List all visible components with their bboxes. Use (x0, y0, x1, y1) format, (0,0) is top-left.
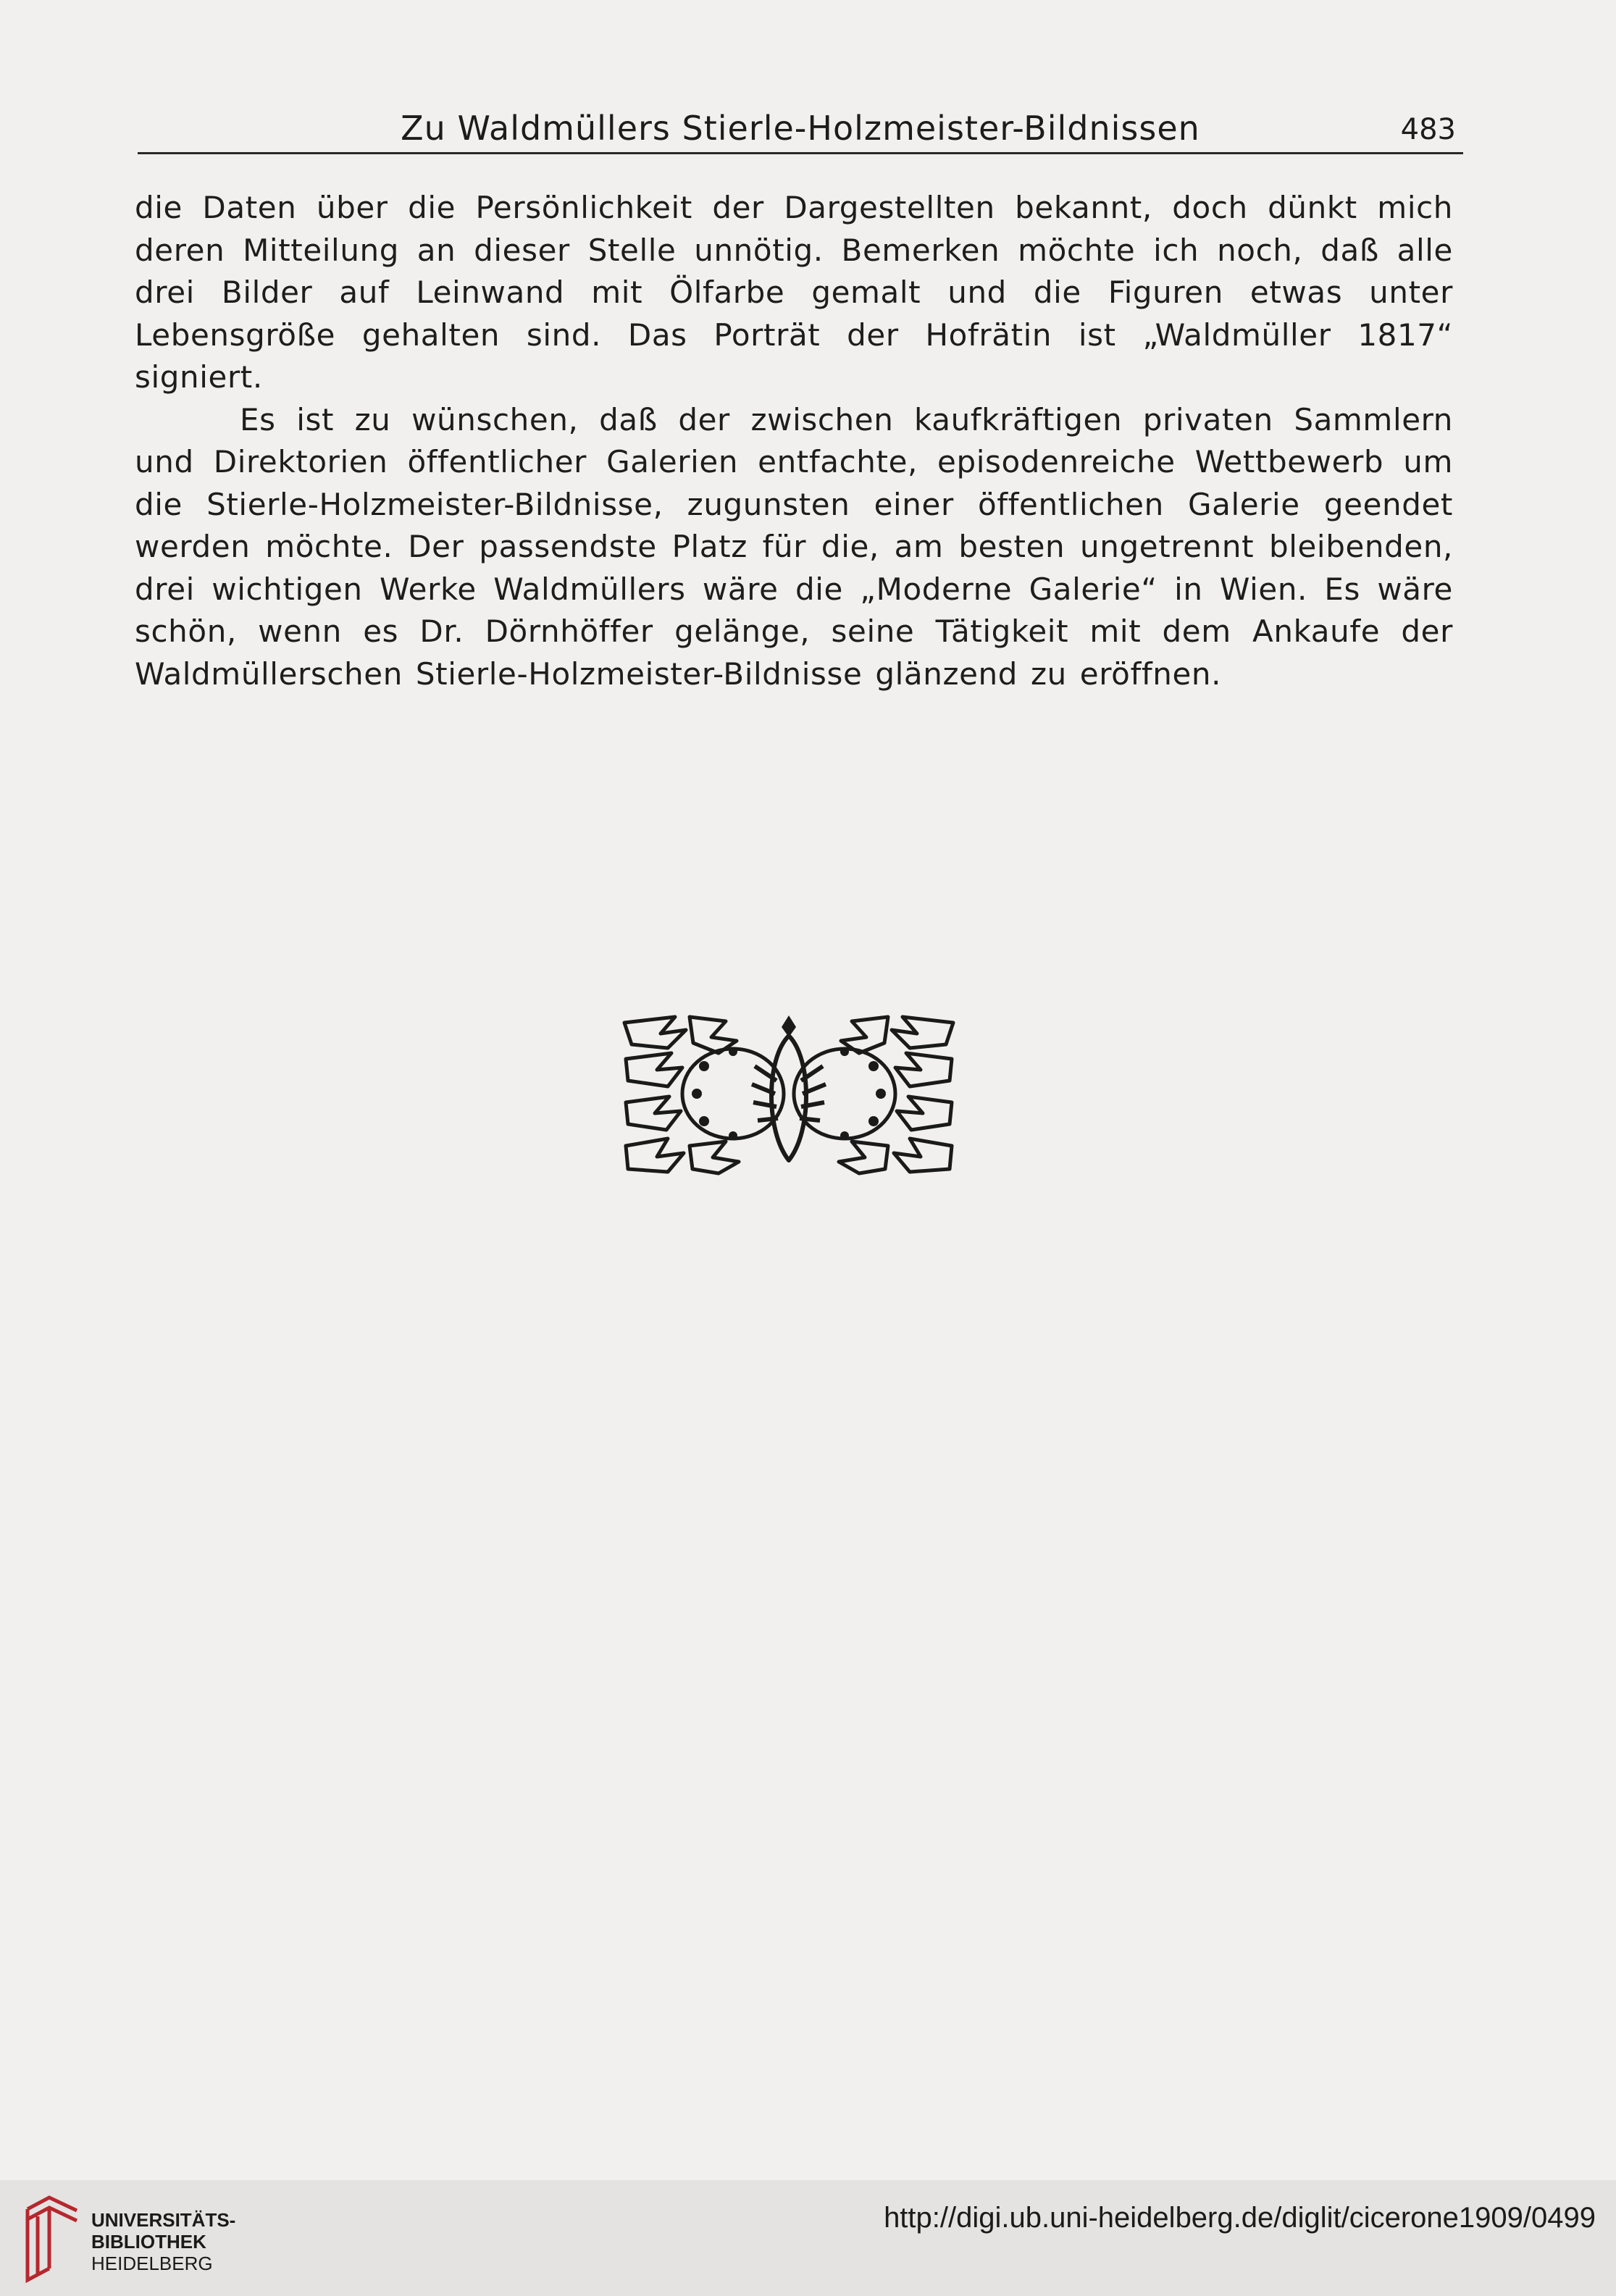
library-name-line: UNIVERSITÄTS- (91, 2209, 236, 2231)
footer-bar (0, 2180, 1616, 2296)
page-number: 483 (1400, 113, 1456, 146)
paragraph: Es ist zu wünschen, daß der zwischen kaufkräftigen privaten Sammlern und Direktorien öffentlicher Galerien entfachte, episodenreiche Wettbewerb um die Stierle-Holzmeister-Bildnisse, zugunsten einer öffentlichen Galerie geendet werden möchte. Der passendste Platz für die, am besten ungetrennt bleibenden, drei wichtigen Werke Waldmüllers wäre die „Moderne Galerie“ in Wien. Es wäre schön, wenn es Dr. Dörnhöffer gelänge, seine Tätigkeit mit dem Ankaufe der Waldmüllerschen Stierle-Holzmeister-Bildnisse glänzend zu eröffnen. (135, 401, 1453, 692)
library-name (91, 2209, 235, 2274)
body-text (135, 187, 1453, 695)
running-title: Zu Waldmüllers Stierle-Holzmeister-Bildnissen (401, 109, 1200, 148)
source-url-link[interactable]: http://digi.ub.uni-heidelberg.de/diglit/cicerone1909/0499 (884, 2202, 1596, 2234)
library-logo-icon (20, 2195, 81, 2283)
leaf-vignette-icon (617, 1008, 960, 1181)
paragraph: die Daten über die Persönlichkeit der Dargestellten bekannt, doch dünkt mich deren Mitteilung an dieser Stelle unnötig. Bemerken möchte ich noch, daß alle drei Bilder auf Leinwand mit Ölfarbe gemalt und die Figuren etwas unter Lebensgröße gehalten sind. Das Porträt der Hofrätin ist „Waldmüller 1817“ signiert. (135, 190, 1453, 395)
library-name-line: HEIDELBERG (91, 2253, 213, 2274)
library-name-line: BIBLIOTHEK (91, 2231, 206, 2253)
running-head (138, 109, 1463, 152)
header-rule (138, 152, 1463, 154)
